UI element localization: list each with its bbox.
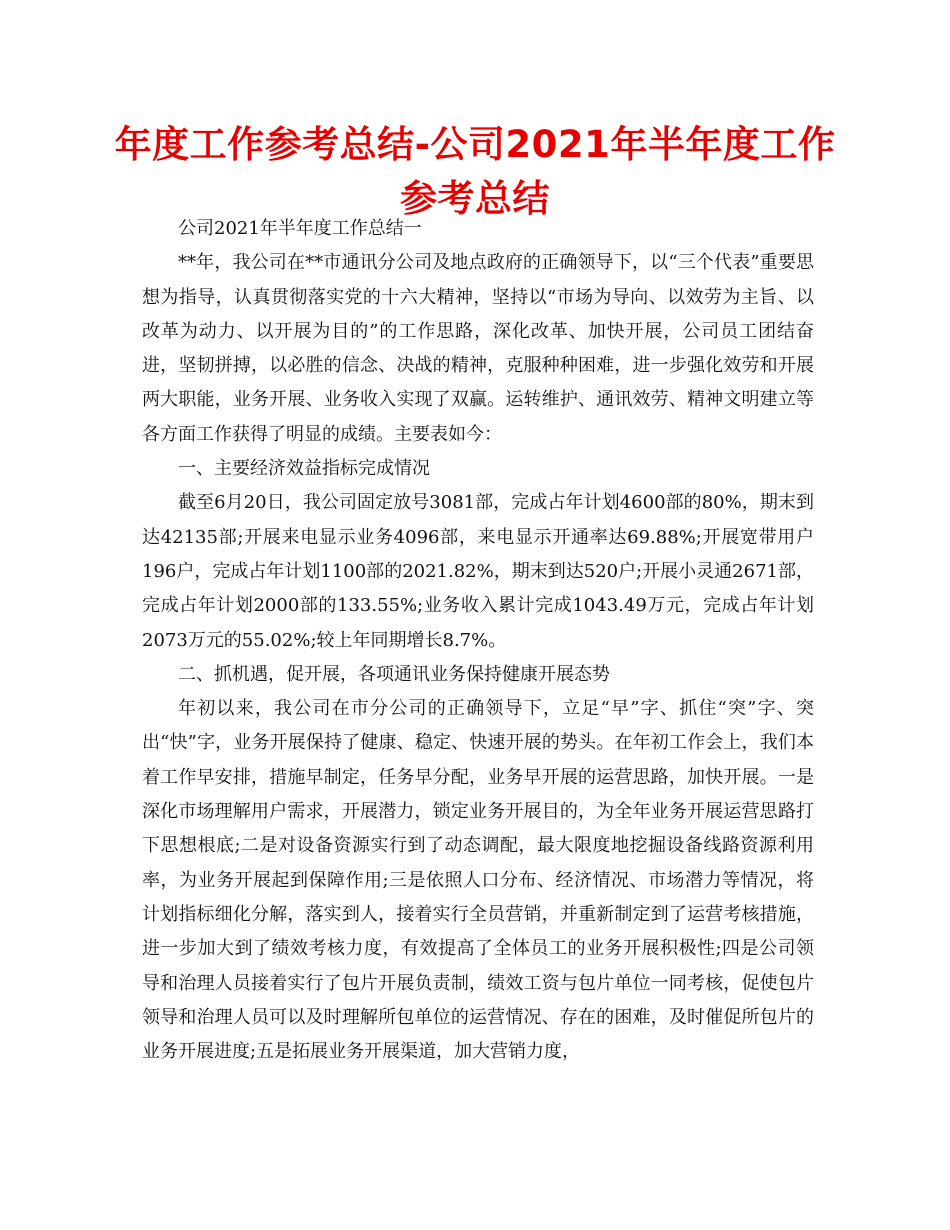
- paragraph-indicators: 截至6月20日，我公司固定放号3081部，完成占年计划4600部的80%，期末到达42135部;开展来电显示业务4096部，来电显示开通率达69.88%;开展宽带用户196户，完成占年计划1100部的2021.82%，期末到达520户;开展小灵通2671部，完成占年计划2000部的133.55%;业务收入累计完成1043.49万元，完成占年计划2073万元的55.02%;较上年同期增长8.7%。: [142, 492, 814, 651]
- paragraph-subtitle: 公司2021年半年度工作总结一: [178, 218, 422, 239]
- paragraph-intro: **年，我公司在**市通讯分公司及地点政府的正确领导下，以“三个代表”重要思想为指导，认真贯彻落实党的十六大精神，坚持以“市场为导向、以效劳为主旨、以改革为动力、以开展为目的”的工作思路，深化改革、加快开展，公司员工团结奋进，坚韧拼搏，以必胜的信念、决战的精神，克服种种困难，进一步强化效劳和开展两大职能，业务开展、业务收入实现了双赢。运转维护、通讯效劳、精神文明建立等各方面工作获得了明显的成绩。主要表如今：: [142, 252, 814, 445]
- paragraph-development: 年初以来，我公司在市分公司的正确领导下，立足“早”字、抓住“突”字、突出“快”字，业务开展保持了健康、稳定、快速开展的势头。在年初工作会上，我们本着工作早安排，措施早制定，任务早分配，业务早开展的运营思路，加快开展。一是深化市场理解用户需求，开展潜力，锁定业务开展目的，为全年业务开展运营思路打下思想根底;二是对设备资源实行到了动态调配，最大限度地挖掘设备线路资源利用率，为业务开展起到保障作用;三是依照人口分布、经济情况、市场潜力等情况，将计划指标细化分解，落实到人，接着实行全员营销，并重新制定到了运营考核措施，进一步加大到了绩效考核力度，有效提高了全体员工的业务开展积极性;四是公司领导和治理人员接着实行了包片开展负责制，绩效工资与包片单位一同考核，促使包片领导和治理人员可以及时理解所包单位的运营情况、存在的困难，及时催促所包片的业务开展进度;五是拓展业务开展渠道，加大营销力度，: [142, 698, 814, 1063]
- section-heading-1: 一、主要经济效益指标完成情况: [178, 458, 430, 480]
- document-body: [142, 212, 814, 1069]
- section-heading-2: 二、抓机遇，促开展，各项通讯业务保持健康开展态势: [178, 663, 610, 685]
- document-title: 年度工作参考总结-公司2021年半年度工作参考总结: [114, 123, 836, 220]
